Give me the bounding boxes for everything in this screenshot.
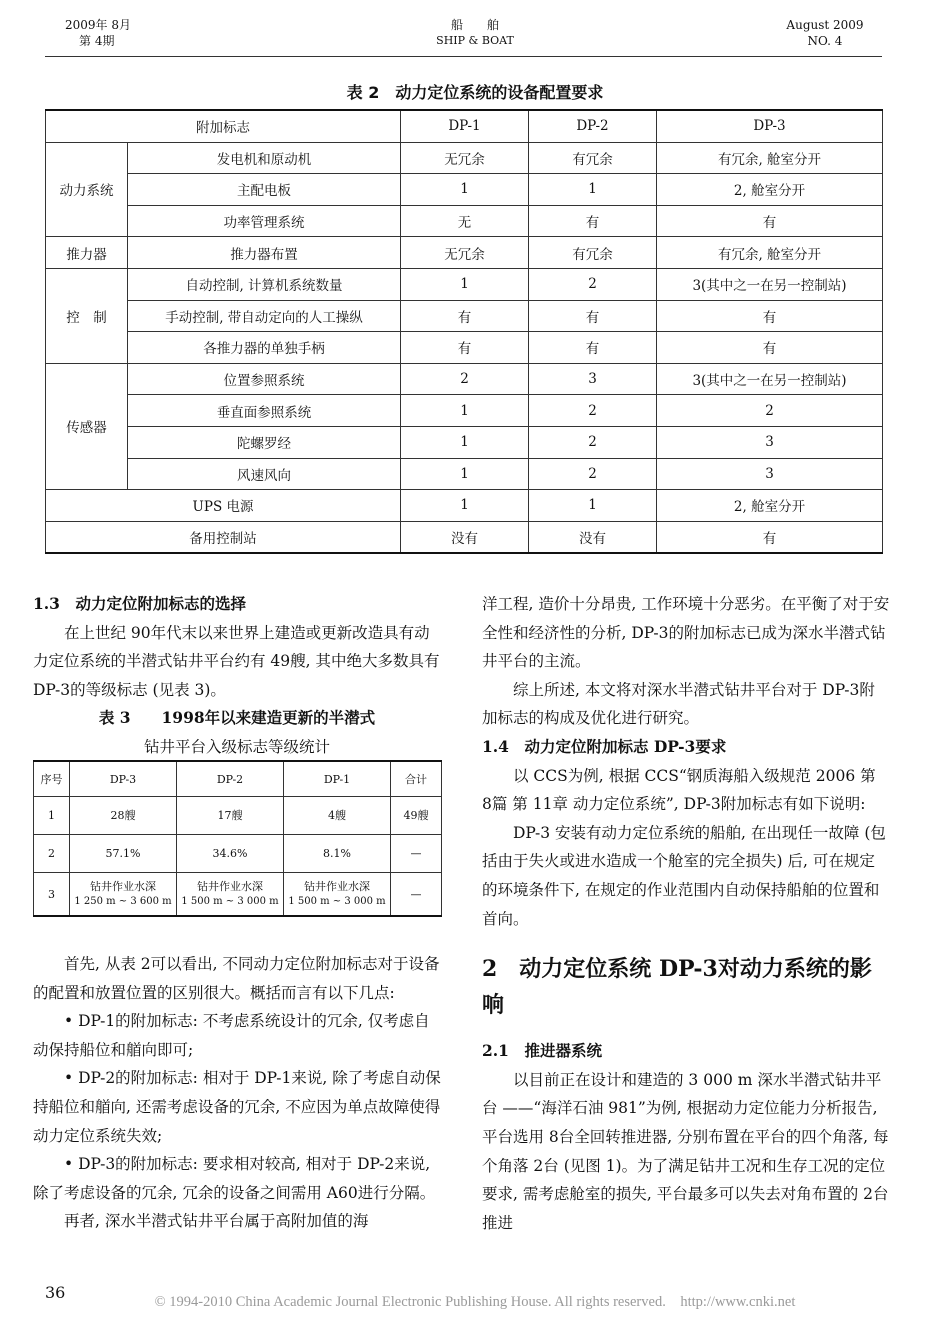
table-row bbox=[34, 835, 442, 873]
dp1-cell: 无冗余 bbox=[401, 142, 529, 174]
header-rule bbox=[45, 56, 882, 57]
cell-line: 1 500 m ~ 3 000 m bbox=[288, 896, 386, 907]
paragraph: 以目前正在设计和建造的 3 000 m 深水半潜式钻井平台 ——“海洋石油 981”为例, 根据动力定位能力分析报告, 平台选用 8台全回转推进器, 分别布置在平台的四个角落, 每个角落 2台 (见图 1)。为了满足钻井工况和生存工况的定位要求, 需考虑舱室的损失, 平台最多可以失去对角布置的 2台推进 bbox=[482, 1070, 889, 1232]
cell-line: 1 500 m ~ 3 000 m bbox=[181, 896, 279, 907]
table-cell: 49艘 bbox=[391, 797, 442, 835]
table-cell: — bbox=[391, 873, 442, 917]
item-cell: 风速风向 bbox=[128, 458, 401, 490]
item-cell: 手动控制, 带自动定向的人工操纵 bbox=[128, 300, 401, 332]
journal-subtitle: SHIP & BOAT bbox=[436, 34, 514, 47]
table-cell: — bbox=[391, 835, 442, 873]
table-row bbox=[46, 268, 883, 300]
bullet-dp2: • DP-2的附加标志: 相对于 DP-1来说, 除了考虑自动保持船位和艏向, 还需考虑设备的冗余, 不应因为单点故障使得动力定位系统失效; bbox=[33, 1069, 441, 1145]
dp2-cell: 有 bbox=[529, 332, 657, 364]
paragraph: 以 CCS为例, 根据 CCS“钢质海船入级规范 2006 第 8篇 第 11章 动力定位系统”, DP-3附加标志有如下说明: bbox=[482, 766, 876, 814]
dp1-cell: 无冗余 bbox=[401, 237, 529, 269]
table-row bbox=[34, 873, 442, 917]
table-cell: 34.6% bbox=[177, 835, 284, 873]
item-cell: 主配电板 bbox=[128, 174, 401, 206]
item-cell: 备用控制站 bbox=[46, 521, 401, 553]
dp3-cell: 3 bbox=[657, 426, 883, 458]
dp1-cell: 1 bbox=[401, 426, 529, 458]
table-cell: 57.1% bbox=[70, 835, 177, 873]
paragraph: 再者, 深水半潜式钻井平台属于高附加值的海 bbox=[64, 1212, 369, 1231]
dp2-cell: 有冗余 bbox=[529, 142, 657, 174]
header-cell: DP-1 bbox=[284, 761, 391, 797]
dp1-cell: 1 bbox=[401, 458, 529, 490]
dp3-cell: 3 bbox=[657, 458, 883, 490]
item-cell: 发电机和原动机 bbox=[128, 142, 401, 174]
header-cell: DP-2 bbox=[529, 110, 657, 142]
item-cell: 功率管理系统 bbox=[128, 205, 401, 237]
left-column-top bbox=[33, 590, 441, 762]
dp1-cell: 1 bbox=[401, 268, 529, 300]
table-cell: 3 bbox=[34, 873, 70, 917]
table-header-row bbox=[46, 110, 883, 142]
dp2-cell: 1 bbox=[529, 174, 657, 206]
journal-title: 船 舶 bbox=[450, 18, 499, 32]
left-column-bottom bbox=[33, 950, 441, 1236]
header-date-en: August 2009 bbox=[786, 18, 864, 32]
header-left bbox=[65, 17, 131, 49]
item-cell: 推力器布置 bbox=[128, 237, 401, 269]
dp1-cell: 1 bbox=[401, 490, 529, 522]
header-issue: 第 4期 bbox=[79, 34, 115, 48]
dp3-cell: 2, 舱室分开 bbox=[657, 490, 883, 522]
table-row bbox=[46, 426, 883, 458]
paragraph: DP-3 安装有动力定位系统的船舶, 在出现任一故障 (包括由于失火或进水造成一个舱室的完全损失) 后, 可在规定的环境条件下, 在规定的作业范围内自动保持船舶的位置和首向。 bbox=[482, 823, 886, 928]
dp1-cell: 有 bbox=[401, 332, 529, 364]
paragraph: 首先, 从表 2可以看出, 不同动力定位附加标志对于设备的配置和放置位置的区别很大。概括而言有以下几点: bbox=[33, 955, 440, 1002]
dp2-cell: 有冗余 bbox=[529, 237, 657, 269]
dp2-cell: 没有 bbox=[529, 521, 657, 553]
table-cell bbox=[70, 873, 177, 917]
header-cell: DP-3 bbox=[657, 110, 883, 142]
copyright-footer: © 1994-2010 China Academic Journal Electronic Publishing House. All rights reserved. http://www.cnki.net bbox=[154, 1294, 796, 1310]
header-date: 2009年 8月 bbox=[65, 18, 131, 32]
table-cell: 2 bbox=[34, 835, 70, 873]
table-header-row bbox=[34, 761, 442, 797]
dp3-cell: 有 bbox=[657, 521, 883, 553]
dp3-cell: 有冗余, 舱室分开 bbox=[657, 142, 883, 174]
section-2-title: 2 动力定位系统 DP-3对动力系统的影响 bbox=[482, 956, 872, 1019]
dp1-cell: 2 bbox=[401, 363, 529, 395]
header-right bbox=[765, 17, 885, 49]
header-center bbox=[375, 17, 575, 49]
dp2-cell: 有 bbox=[529, 205, 657, 237]
paragraph: 在上世纪 90年代末以来世界上建造或更新改造具有动力定位系统的半潜式钻井平台约有 49艘, 其中绝大多数具有 DP-3的等级标志 (见表 3)。 bbox=[33, 623, 440, 699]
header-cell: DP-2 bbox=[177, 761, 284, 797]
table-cell: 8.1% bbox=[284, 835, 391, 873]
table3 bbox=[33, 760, 442, 917]
table-cell: 4艘 bbox=[284, 797, 391, 835]
table-cell: 17艘 bbox=[177, 797, 284, 835]
item-cell: 陀螺罗经 bbox=[128, 426, 401, 458]
header-cell: 合计 bbox=[391, 761, 442, 797]
dp3-cell: 2, 舱室分开 bbox=[657, 174, 883, 206]
dp1-cell: 有 bbox=[401, 300, 529, 332]
item-cell: 自动控制, 计算机系统数量 bbox=[128, 268, 401, 300]
dp2-cell: 1 bbox=[529, 490, 657, 522]
dp3-cell: 2 bbox=[657, 395, 883, 427]
table-row bbox=[46, 458, 883, 490]
table3-caption: 表 3 1998年以来建造更新的半潜式 bbox=[98, 708, 376, 728]
table-row bbox=[46, 300, 883, 332]
right-column bbox=[482, 590, 890, 1237]
item-cell: 位置参照系统 bbox=[128, 363, 401, 395]
header-cell: 附加标志 bbox=[46, 110, 401, 142]
dp1-cell: 1 bbox=[401, 174, 529, 206]
section-1-4-title: 1.4 动力定位附加标志 DP-3要求 bbox=[482, 736, 727, 756]
dp3-cell: 有冗余, 舱室分开 bbox=[657, 237, 883, 269]
bullet-dp3: • DP-3的附加标志: 要求相对较高, 相对于 DP-2来说, 除了考虑设备的冗余, 冗余的设备之间需用 A60进行分隔。 bbox=[33, 1155, 436, 1202]
table-row bbox=[46, 363, 883, 395]
table-cell bbox=[284, 873, 391, 917]
item-cell: 各推力器的单独手柄 bbox=[128, 332, 401, 364]
header-cell: DP-3 bbox=[70, 761, 177, 797]
cell-line: 钻井作业水深 bbox=[90, 880, 156, 893]
table-cell: 28艘 bbox=[70, 797, 177, 835]
dp2-cell: 2 bbox=[529, 395, 657, 427]
section-2-1-title: 2.1 推进器系统 bbox=[482, 1041, 602, 1061]
table-row bbox=[46, 490, 883, 522]
table-row bbox=[46, 395, 883, 427]
dp3-cell: 有 bbox=[657, 300, 883, 332]
dp3-cell: 有 bbox=[657, 332, 883, 364]
dp3-cell: 有 bbox=[657, 205, 883, 237]
header-cell: 序号 bbox=[34, 761, 70, 797]
dp3-cell: 3(其中之一在另一控制站) bbox=[657, 363, 883, 395]
item-cell: 垂直面参照系统 bbox=[128, 395, 401, 427]
bullet-dp1: • DP-1的附加标志: 不考虑系统设计的冗余, 仅考虑自动保持船位和艏向即可; bbox=[33, 1012, 430, 1059]
item-cell: UPS 电源 bbox=[46, 490, 401, 522]
paragraph: 洋工程, 造价十分昂贵, 工作环境十分恶劣。在平衡了对于安全性和经济性的分析, DP-3的附加标志已成为深水半潜式钻井平台的主流。 bbox=[482, 595, 890, 671]
dp2-cell: 3 bbox=[529, 363, 657, 395]
table-row bbox=[46, 142, 883, 174]
header-issue-en: NO. 4 bbox=[807, 34, 843, 48]
group-cell: 控 制 bbox=[46, 268, 128, 363]
dp1-cell: 1 bbox=[401, 395, 529, 427]
table-row bbox=[46, 205, 883, 237]
dp3-cell: 3(其中之一在另一控制站) bbox=[657, 268, 883, 300]
dp1-cell: 无 bbox=[401, 205, 529, 237]
table-row bbox=[34, 797, 442, 835]
dp2-cell: 2 bbox=[529, 458, 657, 490]
table-cell: 1 bbox=[34, 797, 70, 835]
dp2-cell: 有 bbox=[529, 300, 657, 332]
dp2-cell: 2 bbox=[529, 426, 657, 458]
table-row bbox=[46, 237, 883, 269]
group-cell: 推力器 bbox=[46, 237, 128, 269]
table-row bbox=[46, 174, 883, 206]
section-1-3-title: 1.3 动力定位附加标志的选择 bbox=[33, 594, 246, 613]
group-cell: 动力系统 bbox=[46, 142, 128, 237]
cell-line: 钻井作业水深 bbox=[304, 880, 370, 893]
table2-title: 表 2 动力定位系统的设备配置要求 bbox=[346, 83, 604, 102]
table-row bbox=[46, 521, 883, 553]
table-cell bbox=[177, 873, 284, 917]
table-row bbox=[46, 332, 883, 364]
cell-line: 钻井作业水深 bbox=[197, 880, 263, 893]
header-cell: DP-1 bbox=[401, 110, 529, 142]
dp2-cell: 2 bbox=[529, 268, 657, 300]
group-cell: 传感器 bbox=[46, 363, 128, 489]
cell-line: 1 250 m ~ 3 600 m bbox=[74, 896, 172, 907]
table3-caption-line2: 钻井平台入级标志等级统计 bbox=[143, 737, 330, 756]
dp1-cell: 没有 bbox=[401, 521, 529, 553]
paragraph: 综上所述, 本文将对深水半潜式钻井平台对于 DP-3附加标志的构成及优化进行研究。 bbox=[482, 680, 875, 728]
page-number: 36 bbox=[45, 1283, 66, 1302]
table2 bbox=[45, 109, 883, 554]
